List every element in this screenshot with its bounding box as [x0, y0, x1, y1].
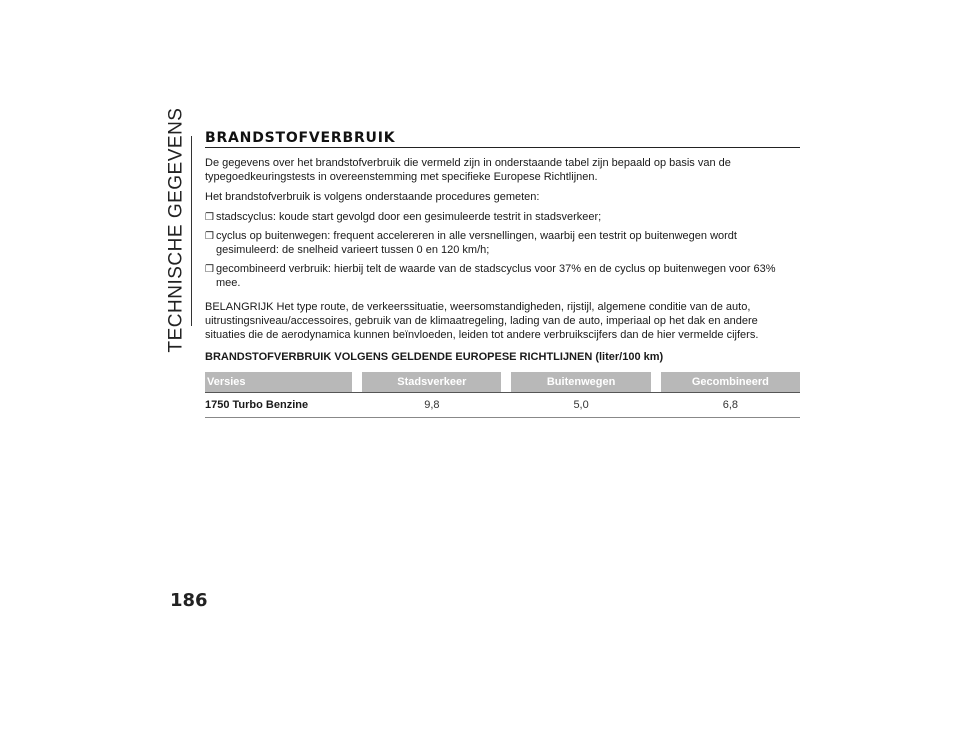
- bullet-text: stadscyclus: koude start gevolgd door een gesimuleerde testrit in stadsverkeer;: [216, 211, 602, 223]
- header-gap: [501, 372, 511, 393]
- cell-combined: 6,8: [661, 393, 800, 418]
- bullet-text: gecombineerd verbruik: hierbij telt de waarde van de stadscyclus voor 37% en de cyclus op buitenwegen voor 63% mee.: [216, 263, 776, 289]
- bullet-item: [205, 229, 800, 257]
- cell-city: 9,8: [362, 393, 501, 418]
- section-title: BRANDSTOFVERBRUIK: [205, 130, 800, 148]
- table-row: [205, 393, 800, 418]
- header-versions: Versies: [205, 372, 352, 393]
- bullet-item: [205, 210, 800, 224]
- header-extra-urban: Buitenwegen: [511, 372, 650, 393]
- page-number: 186: [170, 590, 208, 611]
- consumption-table: [205, 372, 800, 418]
- bullet-item: [205, 262, 800, 290]
- page-content: [205, 130, 800, 418]
- header-gap: [651, 372, 661, 393]
- table-title: BRANDSTOFVERBRUIK VOLGENS GELDENDE EUROPESE RICHTLIJNEN (liter/100 km): [205, 351, 664, 363]
- intro-paragraph: De gegevens over het brandstofverbruik die vermeld zijn in onderstaande tabel zijn bepaald op basis van de typegoedkeuringstests in overeenstemming met specifieke Europese Richtlijnen.: [205, 157, 731, 183]
- header-city: Stadsverkeer: [362, 372, 501, 393]
- warning-paragraph: BELANGRIJK Het type route, de verkeerssituatie, weersomstandigheden, rijstijl, algemene conditie van de auto, uitrustingsniveau/accessoires, gebruik van de klimaatregeling, lading van de auto, imperiaal op het dak en andere situaties die de aerodynamica kunnen beïnvloeden, leiden tot andere verbruikscijfers dan de hier vermelde cijfers.: [205, 301, 759, 341]
- checkbox-bullet-icon: ❒: [205, 231, 214, 242]
- header-combined: Gecombineerd: [661, 372, 800, 393]
- chapter-divider: [191, 136, 192, 326]
- chapter-side-title: [160, 107, 192, 353]
- checkbox-bullet-icon: ❒: [205, 264, 214, 275]
- chapter-label: TECHNISCHE GEGEVENS: [165, 107, 186, 353]
- cell-extra-urban: 5,0: [511, 393, 650, 418]
- cell-version: 1750 Turbo Benzine: [205, 393, 352, 418]
- procedure-intro: Het brandstofverbruik is volgens onderstaande procedures gemeten:: [205, 191, 540, 203]
- checkbox-bullet-icon: ❒: [205, 212, 214, 223]
- bullet-text: cyclus op buitenwegen: frequent accelereren in alle versnellingen, waarbij een testrit op buitenwegen wordt gesimuleerd: de snelheid varieert tussen 0 en 120 km/h;: [216, 230, 737, 256]
- table-header-row: [205, 372, 800, 393]
- header-gap: [352, 372, 362, 393]
